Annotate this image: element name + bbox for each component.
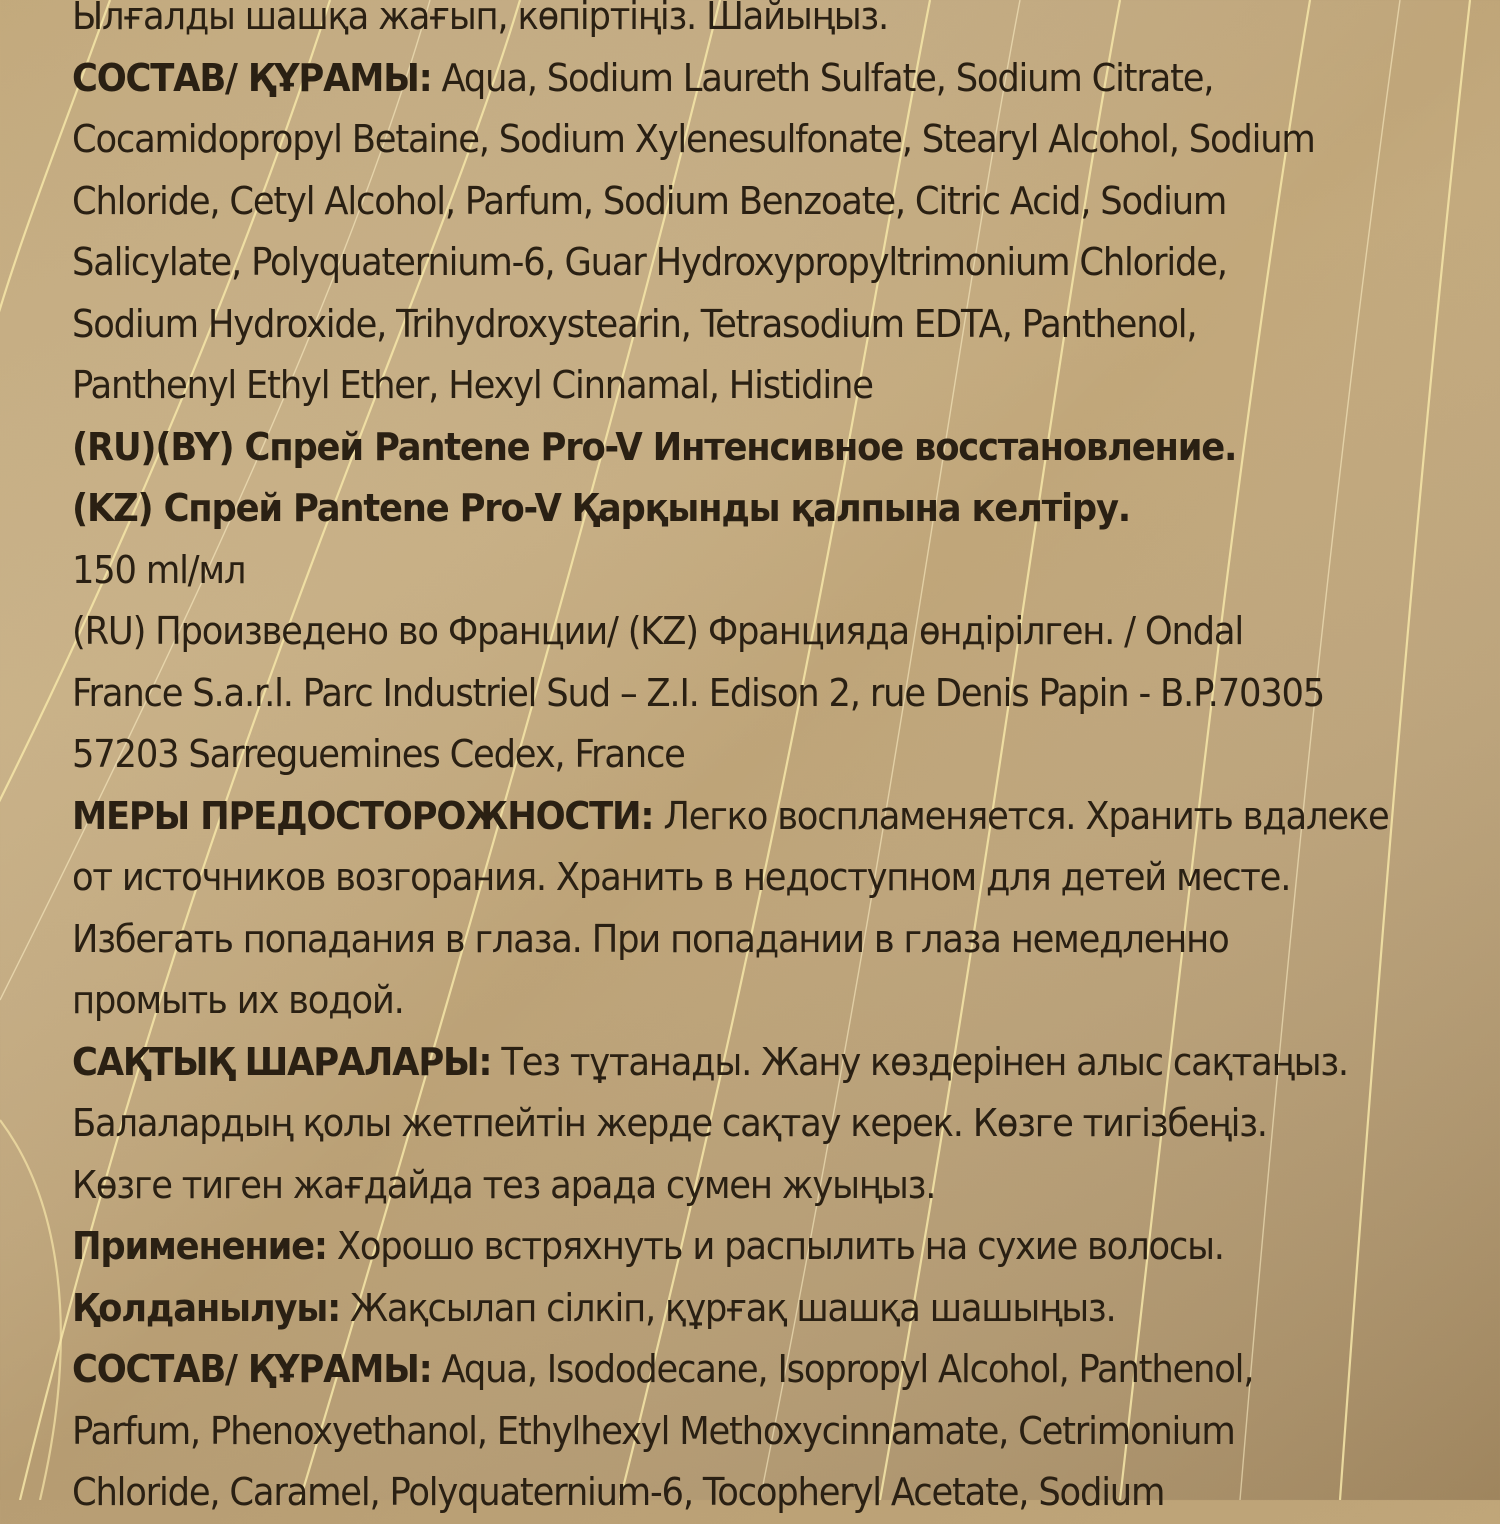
body-text: Parfum, Phenoxyethanol, Ethylhexyl Methoxycinnamate, Cetrimonium xyxy=(72,1408,1235,1453)
bold-heading: Қолданылуы: xyxy=(72,1285,341,1330)
body-text: Aqua, Isododecane, Isopropyl Alcohol, Panthenol, xyxy=(431,1347,1254,1391)
body-text: Тез тұтанады. Жану көздерінен алыс сақтаңыз. xyxy=(491,1039,1348,1084)
body-text: Легко воспламеняется. Хранить вдалеке xyxy=(653,793,1389,838)
body-text: Cocamidopropyl Betaine, Sodium Xylenesulfonate, Stearyl Alcohol, Sodium xyxy=(72,117,1315,161)
bold-heading: САҚТЫҚ ШАРАЛАРЫ: xyxy=(72,1039,492,1084)
text-line xyxy=(72,1401,1383,1463)
text-line xyxy=(72,847,1383,909)
body-text: Хорошо встряхнуть и распылить на сухие волосы. xyxy=(326,1224,1224,1268)
body-text: Көзге тиген жағдайда тез арада сумен жуыңыз. xyxy=(72,1162,936,1207)
body-text: Ылғалды шашқа жағып, көпіртіңіз. Шайыңыз. xyxy=(72,0,889,38)
text-line xyxy=(72,48,1383,110)
body-text: (RU) Произведено во Франции/ (KZ) Францияда өндірілген. / Ondal xyxy=(72,609,1243,653)
text-line xyxy=(72,109,1383,171)
text-line xyxy=(72,294,1383,356)
bold-heading: СОСТАВ/ ҚҰРАМЫ: xyxy=(72,1347,432,1391)
text-line xyxy=(72,1462,1383,1524)
text-line xyxy=(72,1032,1383,1094)
text-line xyxy=(72,1093,1383,1155)
text-line xyxy=(72,1339,1383,1401)
bold-heading: Применение: xyxy=(72,1224,327,1268)
text-line xyxy=(72,909,1383,971)
body-text: Panthenyl Ethyl Ether, Hexyl Cinnamal, Histidine xyxy=(72,363,873,407)
text-line xyxy=(72,417,1383,479)
text-line xyxy=(72,232,1383,294)
text-line xyxy=(72,478,1383,540)
body-text: Aqua, Sodium Laureth Sulfate, Sodium Citrate, xyxy=(431,55,1214,100)
text-line xyxy=(72,1216,1383,1278)
text-line xyxy=(72,540,1383,602)
body-text: France S.a.r.l. Parc Industriel Sud – Z.I. Edison 2, rue Denis Papin - B.P.70305 xyxy=(72,670,1325,715)
bold-heading: СОСТАВ/ ҚҰРАМЫ: xyxy=(72,55,432,100)
body-text: Sodium Hydroxide, Trihydroxystearin, Tetrasodium EDTA, Panthenol, xyxy=(72,301,1197,346)
bold-heading: (RU)(BY) Спрей Pantene Pro-V Интенсивное восстановление. xyxy=(72,424,1237,469)
text-line xyxy=(72,1278,1383,1340)
body-text: 57203 Sarreguemines Cedex, France xyxy=(72,732,685,776)
bold-heading: МЕРЫ ПРЕДОСТОРОЖНОСТИ: xyxy=(72,793,654,838)
text-line xyxy=(72,786,1389,848)
body-text: Избегать попадания в глаза. При попадании в глаза немедленно xyxy=(72,916,1229,961)
body-text: Балалардың қолы жетпейтін жерде сақтау керек. Көзге тигізбеңіз. xyxy=(72,1101,1267,1145)
text-line xyxy=(72,0,1383,48)
text-line xyxy=(72,601,1383,663)
text-line xyxy=(72,355,1383,417)
body-text: Chloride, Caramel, Polyquaternium-6, Tocopheryl Acetate, Sodium xyxy=(72,1470,1165,1514)
body-text: Chloride, Cetyl Alcohol, Parfum, Sodium Benzoate, Citric Acid, Sodium xyxy=(72,178,1227,223)
text-line xyxy=(72,171,1383,233)
text-line xyxy=(72,663,1383,725)
body-text: 150 ml/мл xyxy=(72,547,246,592)
label-text-block xyxy=(72,0,1389,1524)
body-text: от источников возгорания. Хранить в недоступном для детей месте. xyxy=(72,855,1291,899)
text-line xyxy=(72,1155,1383,1217)
body-text: Жақсылап сілкіп, құрғақ шашқа шашыңыз. xyxy=(340,1285,1116,1330)
text-line xyxy=(72,724,1383,786)
text-line xyxy=(72,970,1383,1032)
body-text: промыть их водой. xyxy=(72,978,404,1022)
body-text: Salicylate, Polyquaternium-6, Guar Hydroxypropyltrimonium Chloride, xyxy=(72,240,1227,284)
bold-heading: (KZ) Спрей Pantene Pro-V Қарқынды қалпына келтіру. xyxy=(72,486,1131,530)
